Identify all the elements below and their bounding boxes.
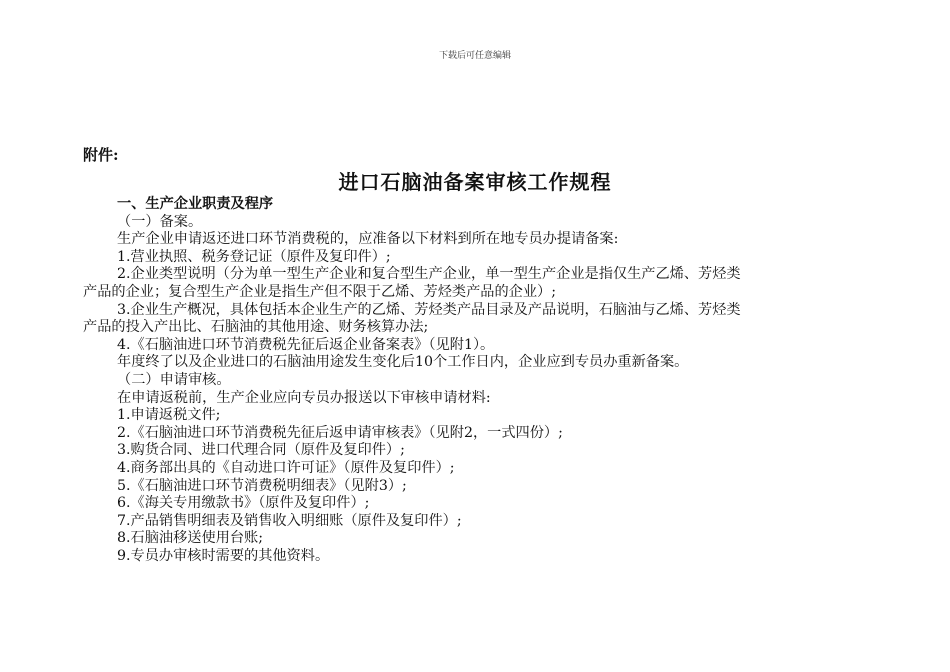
filing-intro: 生产企业申请返还进口环节消费税的，应准备以下材料到所在地专员办提请备案: (117, 231, 619, 248)
filing-item-4: 4.《石脑油进口环节消费税先征后返企业备案表》（见附1）。 (117, 336, 495, 353)
review-item-6: 6.《海关专用缴款书》（原件及复印件）; (117, 495, 370, 512)
filing-item-2-line-2: 产品的企业；复合型生产企业是指生产但不限于乙烯、芳烃类产品的企业）; (83, 283, 556, 300)
attachment-label: 附件: (83, 146, 119, 164)
review-item-8: 8.石脑油移送使用台账; (117, 530, 264, 547)
annual-refiling-note: 年度终了以及企业进口的石脑油用途发生变化后10个工作日内，企业应到专员办重新备案。 (117, 354, 689, 371)
filing-item-1: 1.营业执照、税务登记证（原件及复印件）; (117, 248, 391, 265)
header-note: 下载后可任意编辑 (438, 51, 511, 61)
document-body (83, 196, 873, 565)
filing-item-3-line-1: 3.企业生产概况，具体包括本企业生产的乙烯、芳烃类产品目录及产品说明，石脑油与乙烯、芳烃类 (117, 301, 741, 318)
section-heading: 一、生产企业职责及程序 (117, 196, 274, 212)
filing-item-3-line-2: 产品的投入产出比、石脑油的其他用途、财务核算办法; (83, 319, 429, 336)
review-item-4: 4.商务部出具的《自动进口许可证》（原件及复印件）; (117, 459, 455, 476)
filing-item-2-line-1: 2.企业类型说明（分为单一型生产企业和复合型生产企业，单一型生产企业是指仅生产乙烯、芳烃类 (117, 266, 741, 283)
review-item-9: 9.专员办审核时需要的其他资料。 (117, 547, 330, 564)
review-item-7: 7.产品销售明细表及销售收入明细账（原件及复印件）; (117, 512, 462, 529)
review-item-5: 5.《石脑油进口环节消费税明细表》（见附3）; (117, 477, 407, 494)
review-item-1: 1.申请返税文件; (117, 407, 221, 424)
review-item-3: 3.购货合同、进口代理合同（原件及复印件）; (117, 442, 405, 459)
subsection-filing: （一）备案。 (117, 213, 203, 230)
document-title: 进口石脑油备案审核工作规程 (338, 170, 612, 194)
review-intro: 在申请返税前，生产企业应向专员办报送以下审核申请材料: (117, 389, 491, 406)
review-item-2: 2.《石脑油进口环节消费税先征后返申请审核表》（见附2，一式四份）; (117, 424, 563, 441)
subsection-review: （二）申请审核。 (117, 371, 231, 388)
